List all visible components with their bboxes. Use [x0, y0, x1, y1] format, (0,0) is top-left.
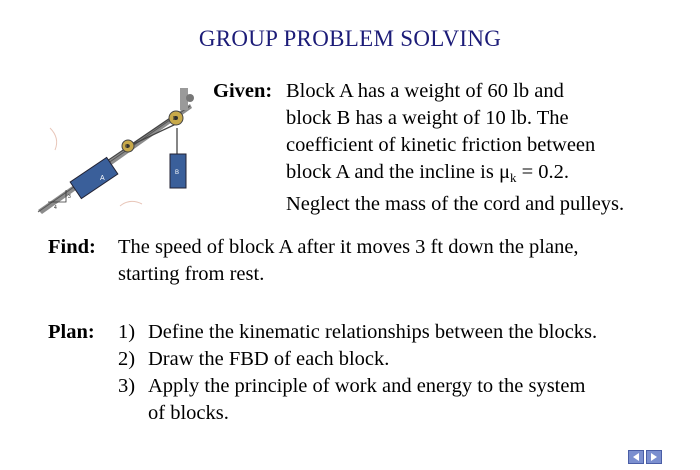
- given-line-2: block B has a weight of 10 lb. The: [286, 107, 569, 129]
- plan-step-3-text: Apply the principle of work and energy to the system: [148, 375, 586, 397]
- find-line-1: The speed of block A after it moves 3 ft down the plane,: [118, 236, 579, 258]
- block-a-label: A: [100, 175, 105, 182]
- pulley-d-label: D: [173, 116, 177, 122]
- given-label: Given:: [213, 80, 273, 102]
- given-mu-text: block A and the incline is μ: [286, 161, 510, 183]
- triangle-left-icon: [631, 452, 641, 462]
- slide-title: GROUP PROBLEM SOLVING: [198, 26, 502, 51]
- slide-navigation: [628, 450, 662, 464]
- plan-step-3-number: 3): [118, 375, 136, 397]
- given-line-5: Neglect the mass of the cord and pulleys.: [286, 193, 625, 215]
- plan-label: Plan:: [48, 321, 95, 343]
- plan-step-1-text: Define the kinematic relationships between the blocks.: [148, 321, 598, 343]
- triangle-right-icon: [649, 452, 659, 462]
- block-b-label: B: [175, 170, 180, 176]
- given-line-3: coefficient of kinetic friction between: [286, 134, 596, 156]
- given-line-4: [213, 159, 683, 191]
- slope-rise-label: 3: [68, 194, 71, 200]
- slope-run-label: 4: [54, 205, 57, 211]
- plan-step-2-text: Draw the FBD of each block.: [148, 348, 390, 370]
- plan-step-3-continuation: of blocks.: [148, 402, 229, 424]
- find-section: [48, 234, 678, 288]
- next-slide-button[interactable]: [646, 450, 662, 464]
- given-line-1: Block A has a weight of 60 lb and: [286, 80, 564, 102]
- plan-step-1-number: 1): [118, 321, 136, 343]
- find-label: Find:: [48, 236, 96, 258]
- previous-slide-button[interactable]: [628, 450, 644, 464]
- find-line-2: starting from rest.: [118, 263, 265, 285]
- plan-step-2-number: 2): [118, 348, 136, 370]
- plan-section: [48, 319, 678, 427]
- mu-value: = 0.2.: [516, 161, 569, 183]
- mu-subscript: k: [509, 170, 517, 185]
- incline-pulley-figure: [30, 78, 208, 226]
- given-section: [213, 78, 683, 218]
- pulley-c-label: C: [125, 144, 129, 150]
